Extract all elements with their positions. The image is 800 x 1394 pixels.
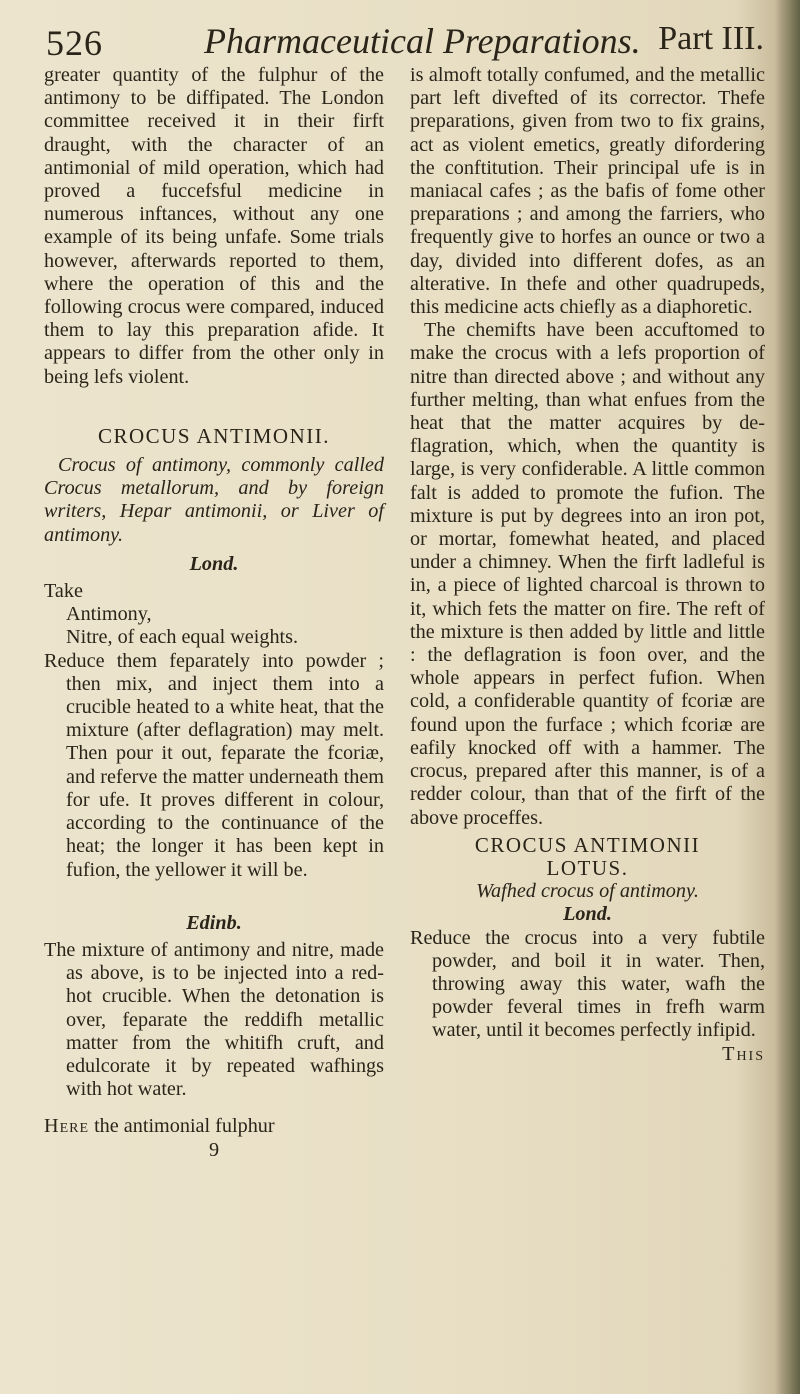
right-paragraph-3: Reduce the crocus into a very fubtile powder, and boil it in water. Then, throwing away this water, wafh the powder feveral times in frefh warm water, until it becomes perfectly infipid. bbox=[410, 926, 765, 1042]
part-label: Part III. bbox=[658, 20, 764, 57]
washed-crocus-subheading: Wafhed crocus of antimony. bbox=[476, 880, 699, 903]
section-subheading: Crocus of antimony, commonly called Crocus metallorum, and by foreign writers, Hepar antimonii, or Liver of antimony. bbox=[44, 454, 384, 546]
here-word: Here bbox=[44, 1115, 90, 1138]
method-paragraph: Reduce them feparately into powder ; then mix, and inject them into a crucible heated to a white heat, that the mixture (after deflagration) may melt. Then pour it out, feparate the fcoriæ, and referve the matter underneath them for ufe. It proves different in colour, according to the continuance of the heat; the longer it has been kept in fufion, the yellower it will be. bbox=[44, 649, 384, 881]
source-lond: Lond. bbox=[189, 552, 239, 575]
running-header bbox=[44, 14, 764, 64]
catchword: This bbox=[722, 1043, 765, 1066]
right-paragraph-2: The chemifts have been accuftomed to make the crocus with a lefs proportion of nitre than directed above ; and without any further melting, than what enfues from the heat that the matter acquires by deflagration, which, when the quantity is large, is very confiderable. A little common falt is added to promote the fufion. The mixture is put by degrees into an iron pot, or mortar, fomewhat heated, and placed under a chimney. When the firft ladleful is in, a piece of lighted charcoal is thrown to it, which fets the matter on fire. The reft of the mixture is then added by little and little : the deflagration is foon over, and the whole appears in perfect fufion. When cold, a confiderable quantity of fcoriæ are found upon the furface ; which fcoriæ are eafily knocked off with a hammer. The crocus, prepared after this manner, is of a redder colour, than that of the firft of the above proceffes. bbox=[410, 319, 765, 829]
page-number: 526 bbox=[46, 23, 103, 63]
source-edinb: Edinb. bbox=[186, 911, 242, 934]
here-paragraph bbox=[44, 1115, 384, 1138]
edinb-paragraph: The mixture of antimony and nitre, made as above, is to be injected into a red-hot crucible. When the detonation is over, feparate the reddifh metallic matter from the whitifh cruft, and edulcorate it by repeated wafhings with hot water. bbox=[44, 938, 384, 1101]
section-heading-crocus-antimonii: CROCUS ANTIMONII. bbox=[97, 423, 330, 448]
signature-mark: 9 bbox=[208, 1138, 220, 1161]
ingredient-antimony: Antimony, bbox=[66, 603, 152, 626]
running-title: Pharmaceutical Preparations. bbox=[204, 21, 641, 61]
take-label: Take bbox=[44, 580, 83, 603]
heading-crocus-antimonii-lotus-1: CROCUS ANTIMONII bbox=[474, 832, 701, 857]
heading-crocus-antimonii-lotus-2: LOTUS. bbox=[546, 855, 629, 880]
right-column bbox=[410, 64, 765, 1066]
here-rest: the antimonial fulphur bbox=[89, 1115, 275, 1138]
right-paragraph-1: is almoft totally confumed, and the metallic part left divefted of its corrector. Thefe preparations, given from two to fix grains, act as violent emetics, greatly difordering the conftitution. Their principal ufe is in maniacal cafes ; as the bafis of fome other preparations ; and among the farriers, who frequently give to horfes an ounce or two a day, divided into different dofes, as an alterative. In thefe and other quadrupeds, this medicine acts chiefly as a diaphoretic. bbox=[410, 64, 765, 319]
page-edge-shadow bbox=[774, 0, 800, 1394]
ingredient-nitre: Nitre, of each equal weights. bbox=[66, 626, 299, 649]
intro-paragraph: greater quantity of the fulphur of the antimony to be diffipated. The London committee received it in their firft draught, with the character of an antimonial of mild operation, which had proved a fuccefsful medicine in numerous inftances, without any one example of its being unfafe. Some trials however, afterwards reported to them, where the operation of this and the following crocus were compared, induced them to lay this preparation afide. It appears to differ from the other only in being lefs violent. bbox=[44, 64, 384, 388]
source-lond-right: Lond. bbox=[563, 903, 612, 926]
left-column bbox=[44, 64, 384, 1162]
